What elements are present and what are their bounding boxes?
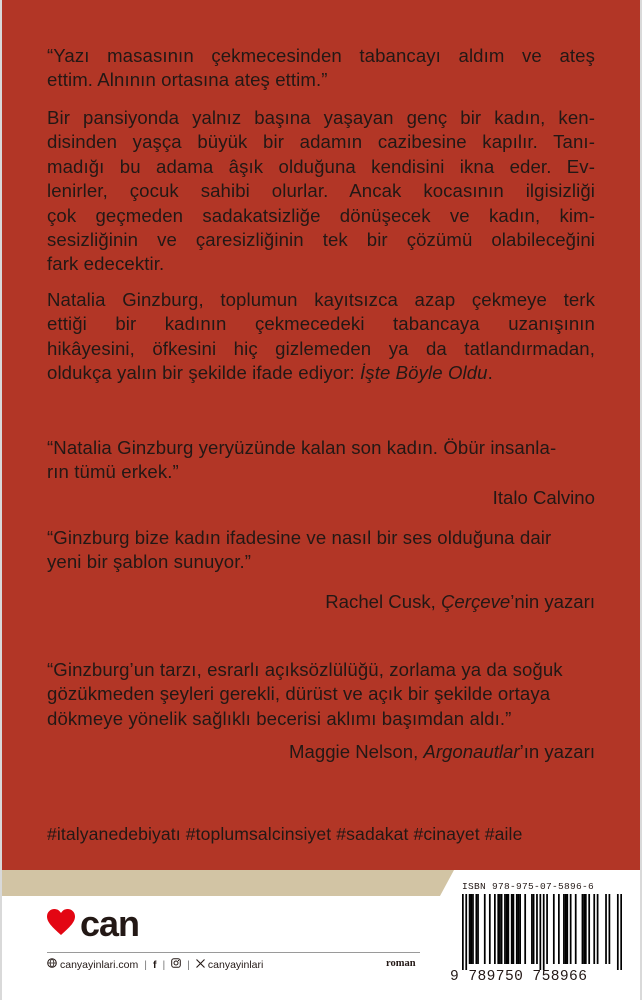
barcode-bar (506, 894, 508, 964)
book-title: İşte Böyle Oldu (360, 362, 488, 384)
barcode-bar (558, 894, 560, 964)
barcode-bar (489, 894, 491, 964)
work-title: Argonautlar (423, 741, 520, 762)
author-name: Maggie Nelson, (289, 741, 424, 762)
barcode-bar (533, 894, 535, 964)
heart-icon (46, 908, 76, 941)
barcode-bar (507, 894, 509, 964)
social-handle[interactable]: canyayinlari (207, 958, 264, 971)
barcode-bar (605, 894, 607, 964)
barcode-bar (518, 894, 520, 964)
summary-line: disinden yaşça büyük bir adamın cazibesine kapılır. Tanı- (47, 131, 595, 153)
barcode-bar (588, 894, 590, 964)
barcode-bar (543, 894, 545, 970)
description-line: hikâyesini, öfkesini hiç gizlemeden ya da tatlandırmadan, (47, 337, 595, 359)
separator: | (187, 958, 190, 971)
separator: | (162, 958, 166, 971)
review-line: gözükmeden şeyleri gerekli, dürüst ve açık bir şekilde ortaya (47, 683, 551, 705)
barcode-bar (536, 894, 538, 964)
barcode-bar (524, 894, 526, 964)
x-icon[interactable] (196, 959, 205, 971)
review-cusk (47, 526, 595, 575)
review-author (289, 740, 595, 764)
barcode-bar (531, 894, 533, 964)
work-suffix: ’ın yazarı (519, 741, 595, 762)
opening-quote (47, 44, 595, 93)
barcode-bar (470, 894, 472, 964)
summary-line: lenirler, çocuk sahibi olurlar. Ancak kocasının ilgisizliği (47, 180, 595, 202)
barcode-bar (582, 894, 584, 964)
description-line: ettiği bir kadının çekmecedeki tabancaya uzanışının (47, 313, 595, 335)
instagram-icon[interactable] (171, 958, 181, 971)
barcode-bar (513, 894, 515, 964)
summary-line: madığı bu adama âşık olduğuna kendisini ikna eder. Ev- (47, 155, 595, 177)
barcode-bar (566, 894, 568, 964)
review-nelson (47, 658, 595, 731)
description-paragraph (47, 288, 595, 386)
hashtags: #italyanedebiyatı #toplumsalcinsiyet #sadakat #cinayet #aile (47, 824, 523, 844)
facebook-icon[interactable]: f (152, 958, 157, 971)
barcode-bar (494, 894, 496, 964)
barcode-bar (565, 894, 567, 964)
barcode-bar (499, 894, 501, 964)
barcode-bar (475, 894, 477, 964)
author-name: Italo Calvino (492, 487, 595, 508)
description-line: Natalia Ginzburg, toplumun kayıtsızca azap çekmeye terk (47, 289, 595, 310)
barcode-bar (620, 894, 622, 970)
publisher-name: can (80, 903, 140, 944)
review-line: “Ginzburg bize kadın ifadesine ve nasıl bir ses olduğuna dair (47, 527, 552, 548)
review-author (325, 590, 595, 614)
summary-line: fark edecektir. (47, 253, 165, 275)
barcode-bar (504, 894, 506, 964)
footer-divider (47, 952, 420, 953)
review-line: “Ginzburg’un tarzı, esrarlı açıksözlülüğü, zorlama ya da soğuk (47, 659, 563, 680)
barcode-bar (472, 894, 474, 964)
description-last-text: oldukça yalın bir şekilde ifade ediyor: (47, 362, 361, 384)
review-line: rın tümü erkek.” (47, 461, 179, 483)
barcode-bar (465, 894, 467, 970)
barcode-bar (497, 894, 499, 964)
barcode-bar (462, 894, 464, 970)
barcode-bar (553, 894, 555, 964)
author-name: Rachel Cusk, (325, 591, 441, 612)
review-line: yeni bir şablon sunuyor.” (47, 551, 252, 573)
description-line (47, 361, 595, 385)
publisher-logo[interactable] (46, 903, 140, 944)
barcode-bar (469, 894, 471, 964)
barcode-bar (570, 894, 572, 964)
barcode-bar (563, 894, 565, 964)
barcode-number: 9 789750 758966 (450, 969, 588, 985)
website-link[interactable]: canyayinlari.com (60, 958, 139, 971)
barcode-bar (593, 894, 595, 964)
barcode-bar (585, 894, 587, 964)
summary-line: çok geçmeden sadakatsizliğe dönüşecek ve kadın, kim- (47, 204, 595, 226)
opening-quote-line: “Yazı masasının çekmecesinden tabancayı aldım ve ateş (47, 45, 595, 66)
summary-line: sesizliğinin ve çaresizliğinin tek bir çözümü olabileceğini (47, 229, 595, 251)
barcode-bar (597, 894, 599, 964)
barcode-bar (617, 894, 619, 970)
review-author (493, 486, 595, 510)
barcode (462, 894, 622, 970)
globe-icon (47, 958, 57, 971)
barcode-bar (501, 894, 503, 964)
barcode-bar (519, 894, 521, 964)
category-label: roman (386, 958, 416, 969)
review-line: dökmeye yönelik sağlıklı becerisi aklımı başımdan aldı.” (47, 707, 512, 729)
summary-line: Bir pansiyonda yalnız başına yaşayan genç bir kadın, ken- (47, 107, 595, 128)
barcode-bar (583, 894, 585, 964)
barcode-bar (511, 894, 513, 964)
summary-paragraph (47, 106, 595, 277)
barcode-bar (539, 894, 541, 970)
barcode-bar (546, 894, 548, 964)
description-end: . (487, 362, 493, 384)
review-line: “Natalia Ginzburg yeryüzünde kalan son kadın. Öbür insanla- (47, 437, 557, 458)
opening-quote-line: ettim. Alnının ortasına ateş ettim.” (47, 69, 328, 91)
frame-edge (0, 0, 2, 1000)
barcode-bar (516, 894, 518, 964)
separator: | (144, 958, 147, 971)
isbn-label: ISBN 978-975-07-5896-6 (462, 881, 595, 892)
barcode-bar (477, 894, 479, 964)
review-calvino (47, 436, 595, 485)
barcode-bar (575, 894, 577, 964)
barcode-bar (609, 894, 611, 964)
barcode-bar (484, 894, 486, 964)
work-suffix: ’nin yazarı (510, 591, 595, 612)
work-title: Çerçeve (441, 591, 511, 612)
publisher-links (47, 958, 420, 971)
